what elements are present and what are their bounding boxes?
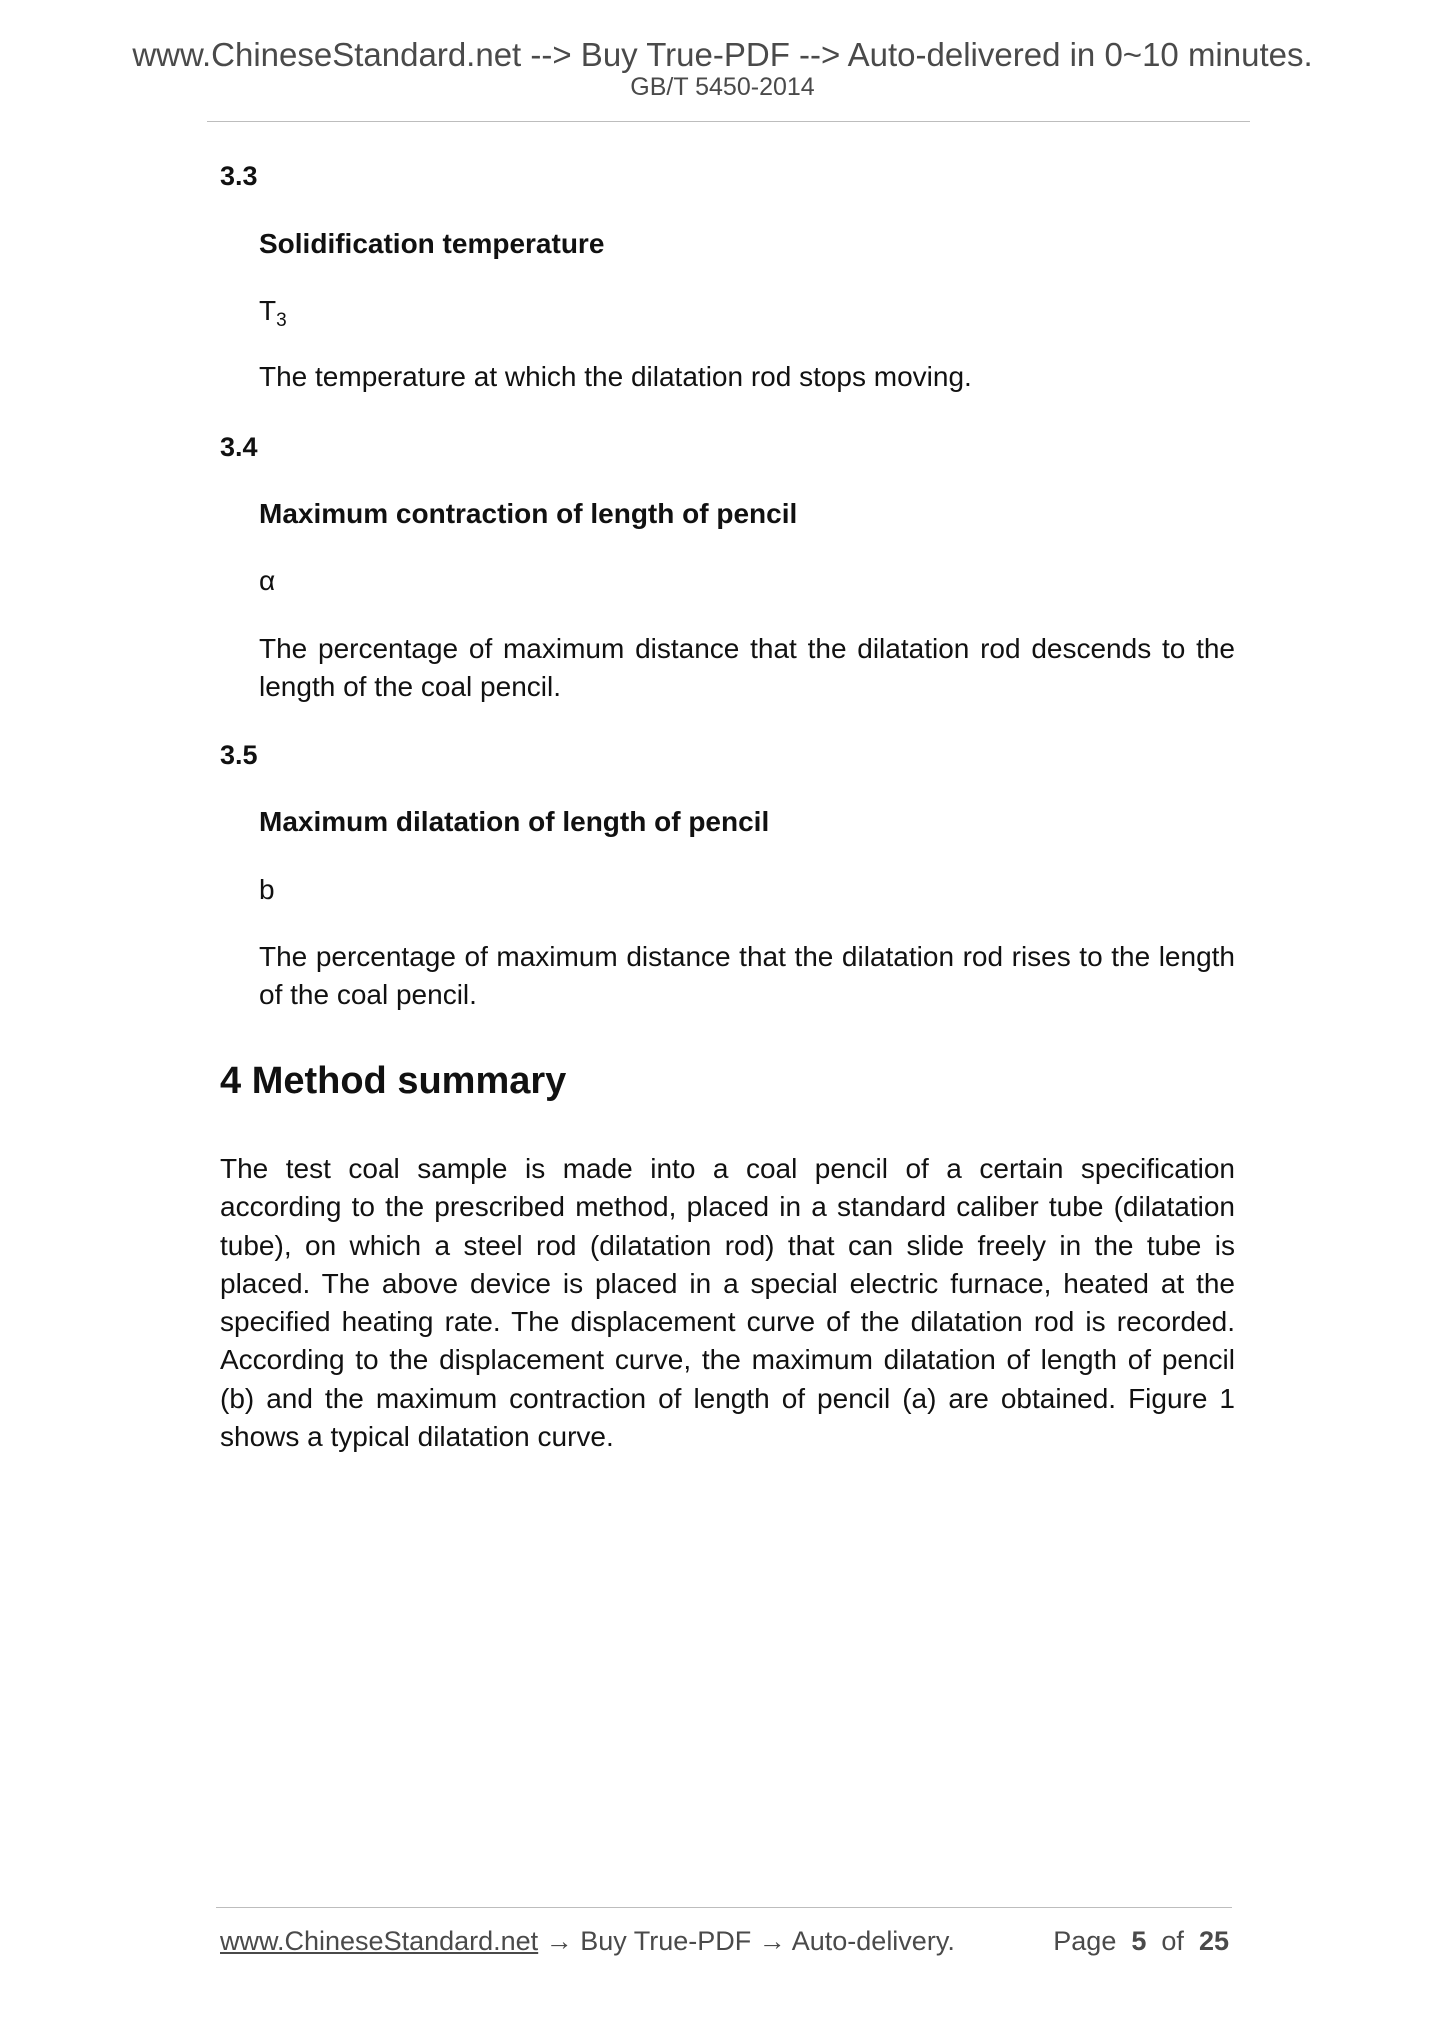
term-maximum-dilatation: Maximum dilatation of length of pencil	[259, 806, 770, 837]
section-number-3-4: 3.4	[220, 432, 258, 462]
term-maximum-contraction: Maximum contraction of length of pencil	[259, 498, 798, 529]
page-number: 5	[1131, 1926, 1147, 1956]
header-banner: www.ChineseStandard.net --> Buy True-PDF --> Auto-delivered in 0~10 minutes.	[132, 36, 1313, 73]
symbol-b: b	[259, 874, 275, 905]
total-pages: 25	[1198, 1926, 1229, 1956]
definition-3-4: The percentage of maximum distance that the dilatation rod descends to the length of the coal pencil.	[259, 633, 1235, 702]
standard-code: GB/T 5450-2014	[630, 73, 815, 101]
footer-promo-text: → Buy True-PDF → Auto-delivery.	[538, 1926, 955, 1956]
page-word: Page	[1053, 1926, 1117, 1956]
symbol-alpha: α	[259, 565, 276, 596]
section-number-3-5: 3.5	[220, 740, 258, 770]
section-number-3-3: 3.3	[220, 161, 258, 191]
definition-3-5: The percentage of maximum distance that the dilatation rod rises to the length of the coal pencil.	[259, 941, 1235, 1010]
method-summary-heading: 4 Method summary	[220, 1060, 567, 1102]
footer-promo	[220, 1928, 955, 1955]
header-divider	[207, 121, 1250, 122]
symbol-subscript: 3	[276, 310, 287, 331]
term-solidification-temperature: Solidification temperature	[259, 228, 605, 259]
footer-link[interactable]: www.ChineseStandard.net	[220, 1926, 539, 1956]
method-summary-paragraph: The test coal sample is made into a coal pencil of a certain specification according to the prescribed method, placed in a standard caliber tube (dilatation tube), on which a steel rod (dilatation rod) that can slide freely in the tube is placed. The above device is placed in a special electric furnace, heated at the specified heating rate. The displacement curve of the dilatation rod is recorded. According to the displacement curve, the maximum dilatation of length of pencil (b) and the maximum contraction of length of pencil (a) are obtained. Figure 1 shows a typical dilatation curve.	[220, 1153, 1235, 1453]
of-word: of	[1161, 1926, 1184, 1956]
symbol-base: T	[259, 295, 277, 326]
symbol-t3	[259, 297, 287, 330]
footer-divider	[216, 1907, 1232, 1908]
page-indicator	[1053, 1928, 1229, 1955]
definition-3-3: The temperature at which the dilatation rod stops moving.	[259, 361, 972, 392]
